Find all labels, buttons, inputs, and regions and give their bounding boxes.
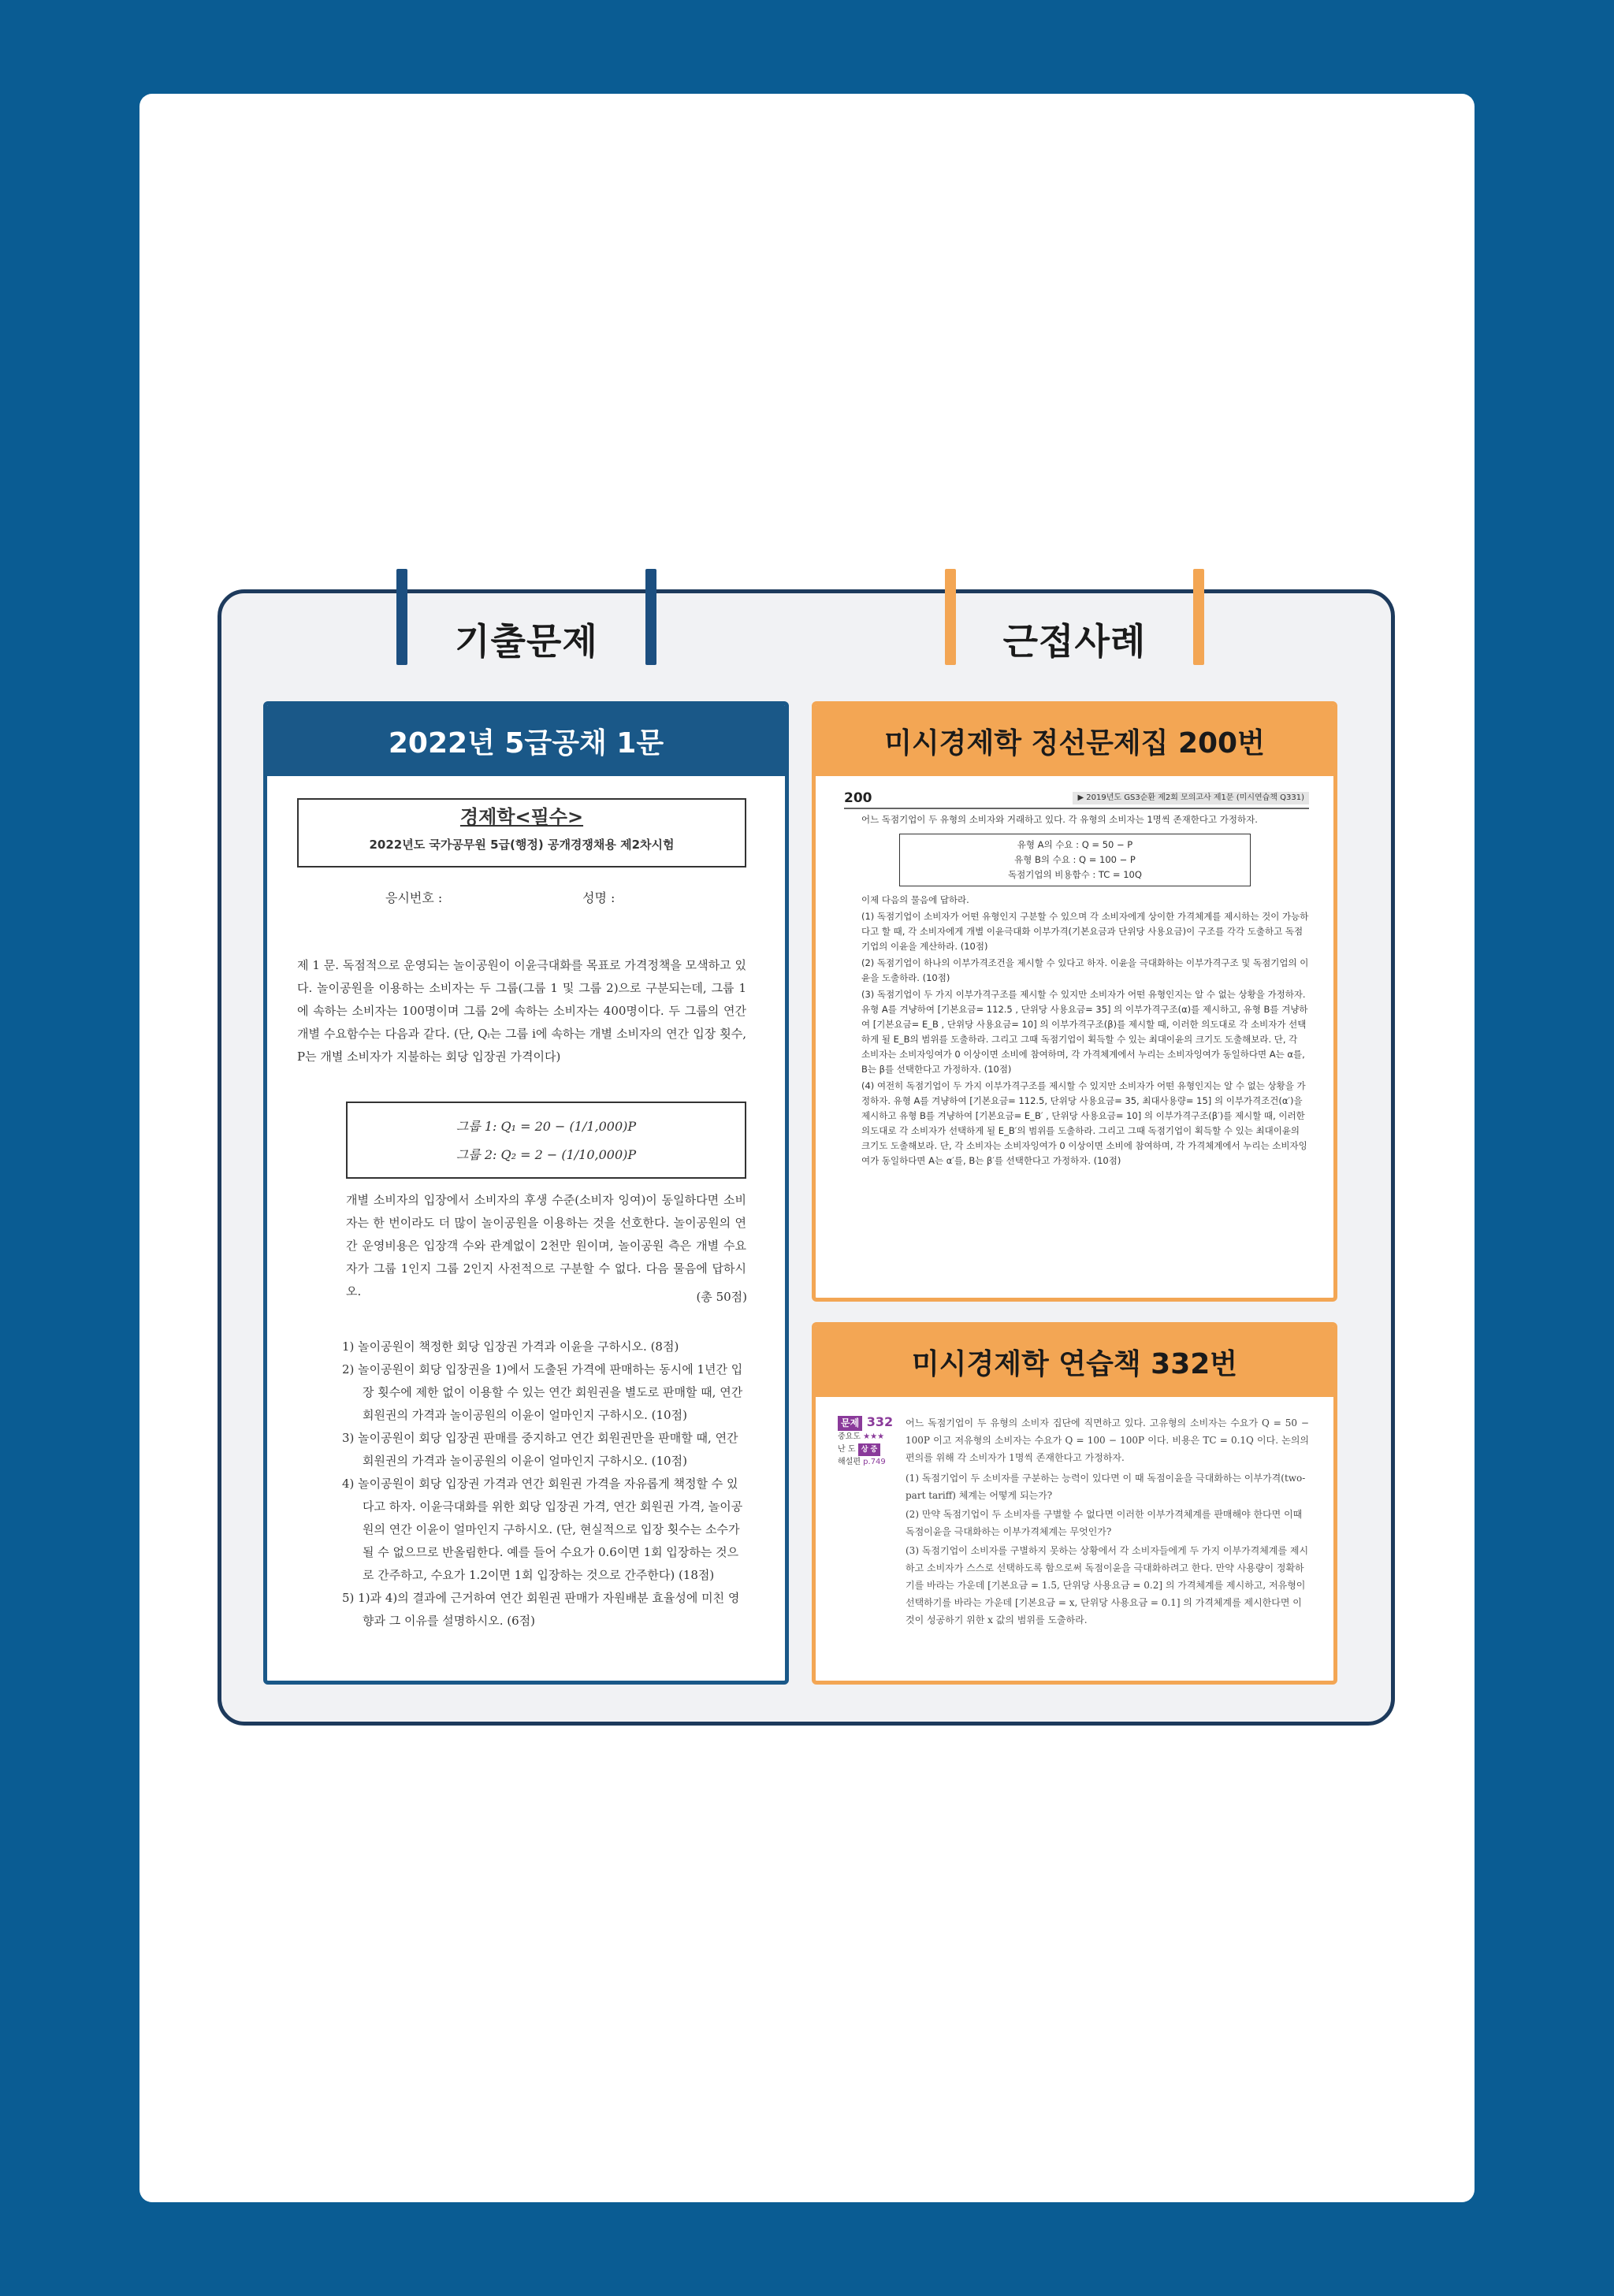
case-card-200-header: 미시경제학 정선문제집 200번 [816, 705, 1333, 776]
difficulty-label: 난 도 [838, 1445, 856, 1454]
case-200-intro: 어느 독점기업이 두 유형의 소비자와 거래하고 있다. 각 유형의 소비자는 1명씩 존재한다고 가정하자. [861, 814, 1258, 825]
exam-question: 3) 놀이공원이 회당 입장권 판매를 중지하고 연간 회원권만을 판매할 때, 연간 회원권의 가격과 놀이공원의 이윤이 얼마인지 구하시오. (10점) [342, 1431, 738, 1468]
case-200-question: (2) 독점기업이 하나의 이부가격조건을 제시할 수 있다고 하자. 이윤을 극대화하는 이부가격구조 및 독점기업의 이윤을 도출하라. (10점) [861, 957, 1309, 983]
exam-doc-subtitle: 2022년도 국가공무원 5급(행정) 공개경쟁채용 제2차시험 [369, 838, 675, 852]
similar-case-heading: 근접사례 [1002, 620, 1147, 663]
exam-number-label: 응시번호 : [385, 890, 443, 905]
case-200-question: (4) 여전히 독점기업이 두 가지 이부가격구조를 제시할 수 있지만 소비자가 어떤 유형인지는 알 수 없는 상황을 가정하자. 유형 A를 겨냥하여 [기본요금= 112.5, 단위당 사용요금= 35, 최대사용량= 15] 의 이부가격조건(α′)을 제시하고 유형 B를 겨냥하여 [기본요금= E_B′ , 단위당 사용요금= 10] 의 이부가격구조(β′)를 제시할 때, 이러한 의도대로 각 소비자가 선택하게 될 E_B′의 범위를 도출하라. 그리고 그때 독점기업이 획득할 수 있는 최대이윤의 크기도 도출해보라. 단, 각 소비자는 소비자잉여가 0 이상이면 소비에 참여하며, 각 가격체계에서 누리는 소비자잉여가 동일하다면 A는 α′를, B는 β′를 선택한다고 가정하자. (10점) [861, 1080, 1307, 1166]
case-200-body [844, 790, 1309, 1168]
exam-title-box [297, 798, 746, 868]
importance-stars: ★★★ [863, 1432, 885, 1441]
exam-doc-title: 경제학<필수> [459, 806, 584, 828]
formula-group-1: 그룹 1: Q₁ = 20 − (1/1,000)P [456, 1119, 637, 1134]
case-200-question: (1) 독점기업이 소비자가 어떤 유형인지 구분할 수 있으며 각 소비자에게 상이한 가격체계를 제시하는 것이 가능하다고 할 때, 각 소비자에게 개별 이윤극대화 이부가격(기본요금과 단위당 사용요금)이 구조를 각각 도출하고 독점기업의 이윤을 계산하라. (10점) [861, 911, 1309, 952]
name-label: 성명 : [582, 890, 615, 905]
case-332-question: (3) 독점기업이 소비자를 구별하지 못하는 상황에서 각 소비자들에게 두 가지 이부가격체계를 제시하고 소비자가 스스로 선택하도록 함으로써 독점이윤을 극대화하려고 한다. 만약 사용량이 정확하기를 바라는 가운데 [기본요금 = 1.5, 단위당 사용요금 = 0.2] 의 가격체계를 제시하고, 저유형이 선택하기를 바라는 가운데 [기본요금 = x, 단위당 사용요금 = 0.1] 의 가격체계를 제시한다면 이것이 성공하기 위한 x 값의 범위를 도출하라. [906, 1545, 1309, 1625]
case-200-question-list [861, 909, 1309, 1168]
case-332-intro: 어느 독점기업이 두 유형의 소비자 집단에 직면하고 있다. 고유형의 소비자는 수요가 Q = 50 − 100P 이고 저유형의 소비자는 수요가 Q = 100 − 100P 이다. 비용은 TC = 0.1Q 이다. 논의의 편의를 위해 각 소비자가 1명씩 존재한다고 가정하자. [906, 1417, 1309, 1463]
heading-bar-left-2 [645, 569, 656, 665]
exam-score: (총 50점) [696, 1290, 747, 1304]
case-332-number: 332 [866, 1414, 894, 1429]
case-332-body [906, 1414, 1309, 1629]
exam-question: 1) 놀이공원이 책정한 회당 입장권 가격과 이윤을 구하시오. (8점) [342, 1339, 679, 1354]
exam-card [263, 701, 789, 1685]
exam-question: 4) 놀이공원이 회당 입장권 가격과 연간 회원권 가격을 자유롭게 책정할 수 있다고 하자. 이윤극대화를 위한 회당 입장권 가격, 연간 회원권 가격, 놀이공원의 연간 이윤이 얼마인지 구하시오. (단, 현실적으로 입장 횟수는 소수가 될 수 없으므로 반올림한다. 예를 들어 수요가 0.6이면 1회 입장하는 것으로 간주하고, 수요가 1.2이면 1회 입장하는 것으로 간주한다) (18점) [342, 1477, 743, 1582]
exam-question-list [342, 1336, 747, 1633]
case-200-prompt: 이제 다음의 물음에 답하라. [861, 894, 969, 905]
exam-document [267, 705, 785, 1628]
case-332-question: (2) 만약 독점기업이 두 소비자를 구별할 수 없다면 이러한 이부가격체계를 판매해야 한다면 이때 독점이윤을 극대화하는 이부가격체계는 무엇인가? [906, 1509, 1303, 1537]
case-200-box-line: 독점기업의 비용함수 : TC = 10Q [1008, 869, 1142, 880]
case-332-question: (1) 독점기업이 두 소비자를 구분하는 능력이 있다면 이 때 독점이윤을 극대화하는 이부가격(two-part tariff) 체계는 어떻게 되는가? [906, 1473, 1306, 1501]
heading-bar-right-1 [945, 569, 956, 665]
answer-page-ref: p.749 [863, 1458, 886, 1466]
demand-formula-box [346, 1102, 746, 1179]
case-card-200 [812, 701, 1337, 1302]
heading-bar-left-1 [396, 569, 407, 665]
exam-question: 2) 놀이공원이 회당 입장권을 1)에서 도출된 가격에 판매하는 동시에 1년간 입장 횟수에 제한 없이 이용할 수 있는 연간 회원권을 별도로 판매할 때, 연간 회원권의 가격과 놀이공원의 이윤이 얼마인지 구하시오. (10점) [342, 1362, 743, 1422]
case-332-meta [838, 1414, 901, 1469]
case-200-question: (3) 독점기업이 두 가지 이부가격구조를 제시할 수 있지만 소비자가 어떤 유형인지는 알 수 없는 상황을 가정하자. 유형 A를 겨냥하여 [기본요금= 112.5 , 단위당 사용요금= 35] 의 이부가격구조(α)를 제시하고, 유형 B를 겨냥하여 [기본요금= E_B , 단위당 사용요금= 10] 의 이부가격구조(β)를 제시할 때, 이러한 의도대로 각 소비자가 선택하게 될 E_B의 범위를 도출하라. 그리고 그때 독점기업이 획득할 수 있는 최대이윤의 크기도 도출해보라. 단, 각 소비자는 소비자잉여가 0 이상이면 소비에 참여하며, 각 가격체계에서 누리는 소비자잉여가 동일하다면 A는 α를, B는 β를 선택한다고 가정하자. (10점) [861, 989, 1308, 1075]
case-200-demand-box [899, 834, 1251, 886]
exam-body: 개별 소비자의 입장에서 소비자의 후생 수준(소비자 잉여)이 동일하다면 소비자는 한 번이라도 더 많이 놀이공원을 이용하는 것을 선호한다. 놀이공원의 연간 운영비용은 입장객 수와 관계없이 2천만 원이며, 놀이공원 측은 개별 수요자가 그룹 1인지 그룹 2인지 사전적으로 구분할 수 없다. 다음 물음에 답하시오. [346, 1193, 746, 1298]
exam-card-header: 2022년 5급공채 1문 [267, 705, 785, 776]
exam-intro: 제 1 문. 독점적으로 운영되는 놀이공원이 이윤극대화를 목표로 가격정책을 모색하고 있다. 놀이공원을 이용하는 소비자는 두 그룹(그룹 1 및 그룹 2)으로 구분되는데, 그룹 1에 속하는 소비자는 100명이며 그룹 2에 속하는 소비자는 400명이다. 두 그룹의 연간 개별 수요함수는 다음과 같다. (단, Qᵢ는 그룹 i에 속하는 개별 소비자의 연간 입장 횟수, P는 개별 소비자가 지불하는 회당 입장권 가격이다) [297, 958, 746, 1064]
case-200-box-line: 유형 B의 수요 : Q = 100 − P [1014, 854, 1136, 865]
past-exam-heading: 기출문제 [455, 620, 598, 663]
difficulty-value: 상 중 [858, 1443, 881, 1456]
importance-label: 중요도 [838, 1432, 861, 1441]
formula-group-2: 그룹 2: Q₂ = 2 − (1/10,000)P [456, 1147, 637, 1162]
case-200-box-line: 유형 A의 수요 : Q = 50 − P [1017, 839, 1133, 850]
case-332-badge: 문제 [838, 1416, 862, 1431]
exam-question: 5) 1)과 4)의 결과에 근거하여 연간 회원권 판매가 자원배분 효율성에 미친 영향과 그 이유를 설명하시오. (6점) [342, 1591, 740, 1628]
case-card-332 [812, 1322, 1337, 1685]
case-200-source: ▶ 2019년도 GS3순환 제2회 모의고사 제1문 (미시연습책 Q331) [1073, 792, 1309, 804]
case-200-number: 200 [844, 790, 872, 806]
answer-page-label: 해설편 [838, 1458, 861, 1466]
case-card-332-header: 미시경제학 연습책 332번 [816, 1326, 1333, 1397]
heading-bar-right-2 [1193, 569, 1204, 665]
